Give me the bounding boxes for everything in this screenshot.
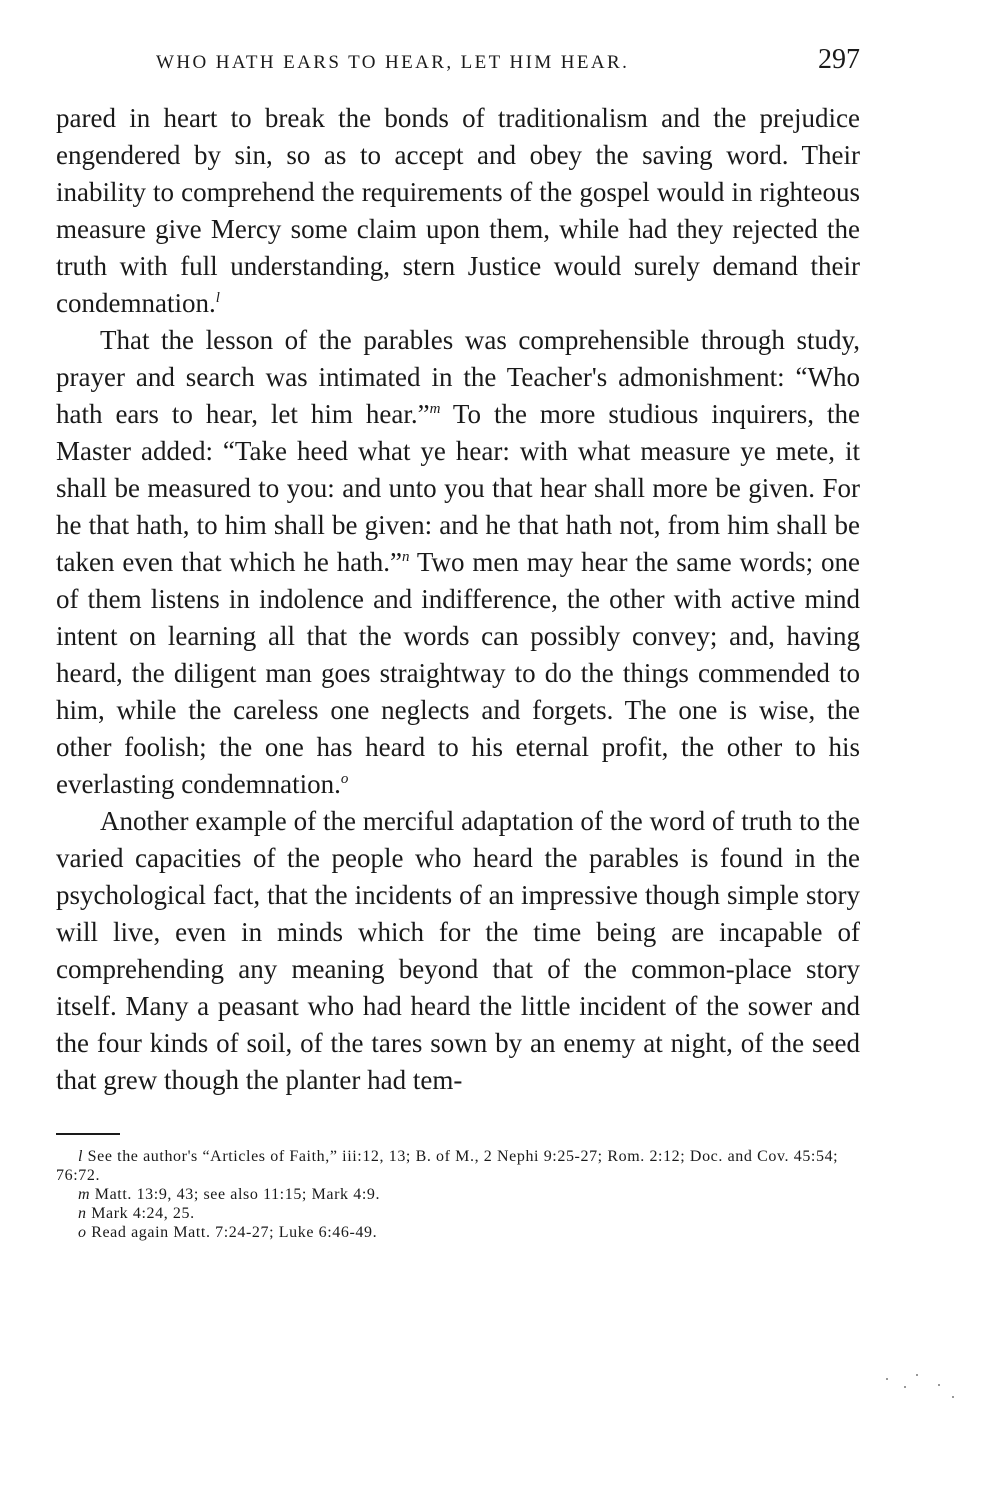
- paragraph: [56, 322, 860, 803]
- footnote-mark: l: [78, 1148, 84, 1165]
- footnote-mark: n: [78, 1205, 87, 1222]
- paragraph-text: To the more studious inquirers, the Master added: “Take heed what ye hear: with what measure ye mete, it shall be measured to you: and unto you that hear shall more be given. For he that hath, to him shall be given: and he that hath not, from him shall be taken even that which he hath.”: [56, 399, 860, 577]
- footnote-mark: m: [78, 1186, 91, 1203]
- footnote-text: See the author's “Articles of Faith,” iii:12, 13; B. of M., 2 Nephi 9:25-27; Rom. 2:12; Doc. and Cov. 45:54; 76:72.: [56, 1148, 839, 1184]
- page-number: 297: [818, 44, 860, 75]
- body-text: [56, 100, 860, 1099]
- paragraph-text: Two men may hear the same words; one of them listens in indolence and indifference, the other with active mind intent on learning all that the words can possibly convey; and, having heard, the diligent man goes straightway to do the things commended to him, while the careless one neglects and forgets. The one is wise, the other foolish; the one has heard to his eternal profit, the other to his everlasting condemnation.: [56, 547, 860, 799]
- footnote-text: Matt. 13:9, 43; see also 11:15; Mark 4:9.: [90, 1186, 381, 1203]
- book-page: [56, 40, 860, 1242]
- footnotes: [56, 1147, 860, 1242]
- paragraph-text: pared in heart to break the bonds of traditionalism and the prejudice engendered by sin, so as to accept and obey the saving word. Their inability to comprehend the requirements of the gospel would in righteous measure give Mercy some claim upon them, while had they rejected the truth with full understanding, stern Justice would surely demand their condemnation.: [56, 103, 860, 318]
- paragraph-text: Another example of the merciful adaptation of the word of truth to the varied capacities of the people who heard the parables is found in the psychological fact, that the incidents of an impressive though simple story will live, even in minds which for the time being are incapable of comprehending any meaning beyond that of the common-place story itself. Many a peasant who had heard the little incident of the sower and the four kinds of soil, of the tares sown by an enemy at night, of the seed that grew though the planter had tem-: [56, 806, 860, 1095]
- footnote-reference: n: [402, 549, 410, 565]
- running-head: [56, 40, 860, 100]
- footnote-reference: l: [215, 290, 220, 306]
- footnote-reference: o: [340, 771, 349, 787]
- footnote: [56, 1223, 860, 1242]
- footnote-text: Read again Matt. 7:24-27; Luke 6:46-49.: [86, 1224, 378, 1241]
- scan-specks: [880, 1366, 960, 1406]
- footnote-reference: m: [429, 401, 441, 417]
- footnote: [56, 1185, 860, 1204]
- footnote-text: Mark 4:24, 25.: [86, 1205, 195, 1222]
- footnote-rule: [56, 1133, 120, 1135]
- footnote-mark: o: [78, 1224, 87, 1241]
- footnote: [56, 1147, 860, 1185]
- paragraph: [56, 803, 860, 1099]
- paragraph-text: That the lesson of the parables was comprehensible through study, prayer and search was intimated in the Teacher's admonishment: “Who hath ears to hear, let him hear.”: [56, 325, 860, 429]
- running-title: WHO HATH EARS TO HEAR, LET HIM HEAR.: [156, 52, 630, 73]
- paragraph: [56, 100, 860, 322]
- footnote: [56, 1204, 860, 1223]
